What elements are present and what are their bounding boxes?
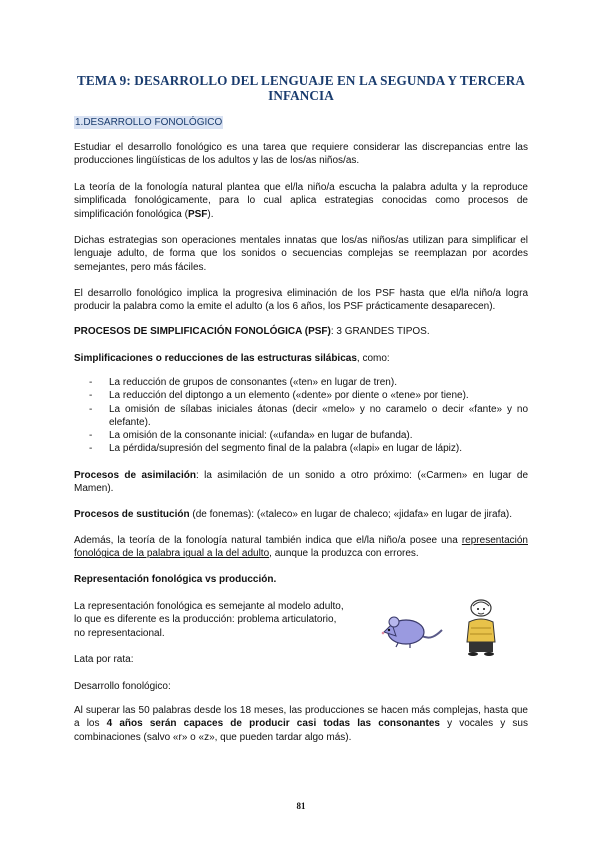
desarrollo-label: Desarrollo fonológico:	[74, 681, 171, 692]
paragraph-development: El desarrollo fonológico implica la progresiva eliminación de los PSF hasta que el/la niño/a logra producir la palabra como la emite el adulto (a los 6 años, los PSF prácticamente desaparecen).	[74, 288, 528, 313]
list-item: - La reducción del diptongo a un elemento («dente» por diente o «tene» por tiene).	[89, 390, 469, 402]
repr-line: no representacional.	[74, 627, 165, 639]
paragraph-ademas: Además, la teoría de la fonología natural también indica que el/la niño/a posee una representación fonológica de la palabra igual a la del adulto, aunque la produzca con errores.	[74, 535, 528, 560]
list-item: - La reducción de grupos de consonantes («ten» en lugar de tren).	[89, 377, 397, 388]
representacion-heading: Representación fonológica vs producción.	[74, 574, 277, 585]
page-title: TEMA 9: DESARROLLO DEL LENGUAJE EN LA SEGUNDA Y TERCERA INFANCIA	[77, 73, 525, 103]
section-heading: 1.DESARROLLO FONOLÓGICO	[75, 117, 223, 128]
representacion-text	[74, 600, 374, 640]
paragraph-strategies: Dichas estrategias son operaciones mentales innatas que los/as niños/as utilizan para simplificar el lenguaje adulto, de forma que los sonidos o secuencias complejas se reemplazan por acordes semejantes, pero más fáciles.	[74, 235, 528, 273]
paragraph-sustitucion: Procesos de sustitución (de fonemas): («taleco» en lugar de chaleco; «jidafa» en lugar de jirafa).	[74, 509, 513, 520]
list-item: - La omisión de sílabas iniciales átonas (decir «melo» y no caramelo o decir «fante» y no elefante).	[89, 403, 528, 428]
rat-illustration	[378, 606, 444, 650]
repr-line: lo que es diferente es la producción: problema articulatorio,	[74, 614, 337, 626]
list-item: - La omisión de la consonante inicial: («ufanda» en lugar de bufanda).	[89, 430, 413, 442]
paragraph-asimilacion: Procesos de asimilación: la asimilación de un sonido a otro próximo: («Carmen» en lugar de Mamen).	[74, 470, 529, 495]
child-illustration	[459, 598, 501, 656]
repr-line: La representación fonológica es semejante al modelo adulto,	[74, 601, 344, 612]
paragraph-intro: Estudiar el desarrollo fonológico es una tarea que requiere considerar las discrepancias entre las producciones lingüísticas de los adultos y las de los/as niños/as.	[74, 142, 528, 167]
simplificaciones-heading: Simplificaciones o reducciones de las estructuras silábicas, como:	[74, 353, 390, 364]
page-number: 81	[296, 801, 306, 811]
paragraph-natural-phonology: La teoría de la fonología natural plantea que el/la niño/a escucha la palabra adulta y la reproduce simplificada fonológicamente, para lo cual aplica estrategias conocidas como procesos de simplificación fonológica (PSF).	[74, 182, 528, 220]
list-item: - La pérdida/supresión del segmento final de la palabra («lapi» en lugar de lápiz).	[89, 443, 463, 455]
paragraph-final: Al superar las 50 palabras desde los 18 meses, las producciones se hacen más complejas, hasta que a los 4 años serán capaces de producir casi todas las consonantes y vocales y sus combinaciones (salvo «r» o «z», que pueden tardar algo más).	[74, 705, 528, 743]
lata-label: Lata por rata:	[74, 654, 134, 665]
procesos-heading: PROCESOS DE SIMPLIFICACIÓN FONOLÓGICA (PSF): 3 GRANDES TIPOS.	[74, 326, 430, 337]
simplification-list	[74, 376, 528, 456]
